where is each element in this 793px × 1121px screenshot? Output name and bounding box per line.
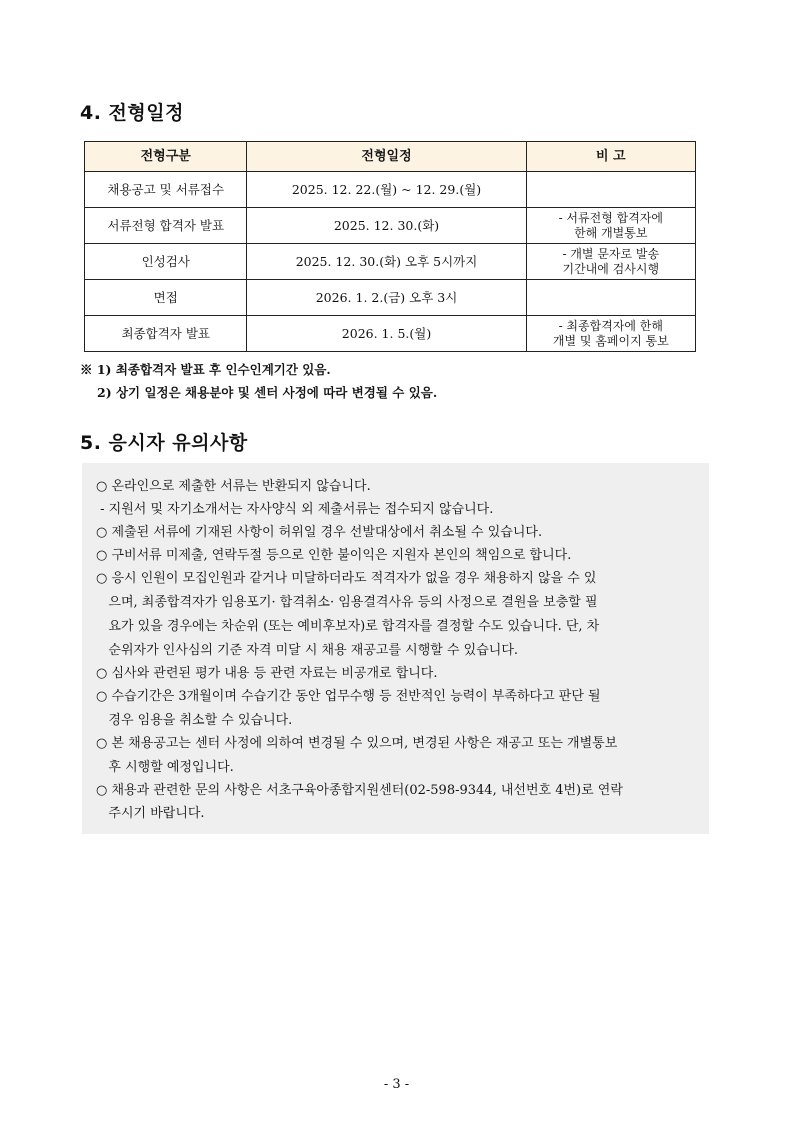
notice-line: ○ 구비서류 미제출, 연락두절 등으로 인한 불이익은 지원자 본인의 책임으로 합니다. — [96, 548, 572, 563]
table-row — [85, 280, 696, 316]
notice-line: ○ 수습기간은 3개월이며 수습기간 동안 업무수행 등 전반적인 능력이 부족하다고 판단 될 — [96, 689, 601, 704]
date-cell: 2026. 1. 5.(월) — [247, 316, 526, 352]
stage-cell: 채용공고 및 서류접수 — [85, 172, 247, 208]
footnote-2: 2) 상기 일정은 채용분야 및 센터 사정에 따라 변경될 수 있음. — [97, 385, 438, 400]
stage-cell: 인성검사 — [85, 244, 247, 280]
note-line-1: - 개별 문자로 발송 — [562, 246, 660, 261]
table-row — [85, 316, 696, 352]
note-cell — [526, 172, 695, 208]
note-cell — [526, 244, 695, 280]
note-cell — [526, 316, 695, 352]
note-cell — [526, 280, 695, 316]
date-cell: 2025. 12. 30.(화) 오후 5시까지 — [247, 244, 526, 280]
header-date: 전형일정 — [247, 142, 526, 172]
note-line-2: 한해 개별통보 — [574, 225, 648, 240]
notice-line: ○ 응시 인원이 모집인원과 같거나 미달하더라도 적격자가 없을 경우 채용하지 않을 수 있 — [96, 571, 597, 586]
notice-line: - 지원서 및 자기소개서는 자사양식 외 제출서류는 접수되지 않습니다. — [96, 502, 494, 517]
notice-line: ○ 온라인으로 제출한 서류는 반환되지 않습니다. — [96, 479, 371, 494]
date-cell: 2025. 12. 22.(월) ~ 12. 29.(월) — [247, 172, 526, 208]
table-row — [85, 208, 696, 244]
page-number: - 3 - — [383, 1077, 410, 1092]
notice-line: 순위자가 인사심의 기준 자격 미달 시 채용 재공고를 시행할 수 있습니다. — [96, 643, 519, 658]
stage-cell: 면접 — [85, 280, 247, 316]
stage-cell: 서류전형 합격자 발표 — [85, 208, 247, 244]
notice-line: 주시기 바랍니다. — [96, 806, 205, 821]
section-5-title: 5. 응시자 유의사항 — [80, 432, 248, 454]
notice-line: ○ 제출된 서류에 기재된 사항이 허위일 경우 선발대상에서 취소될 수 있습니다. — [96, 525, 543, 540]
notice-line: ○ 본 채용공고는 센터 사정에 의하여 변경될 수 있으며, 변경된 사항은 재공고 또는 개별통보 — [96, 736, 618, 751]
note-line-1: - 서류전형 합격자에 — [558, 210, 663, 225]
date-cell: 2025. 12. 30.(화) — [247, 208, 526, 244]
table-row — [85, 244, 696, 280]
table-row — [85, 172, 696, 208]
section-4-title: 4. 전형일정 — [80, 102, 184, 124]
header-note: 비 고 — [526, 142, 695, 172]
header-stage: 전형구분 — [85, 142, 247, 172]
schedule-table — [84, 141, 696, 352]
note-line-2: 개별 및 홈페이지 통보 — [552, 333, 669, 348]
note-line-2: 기간내에 검사시행 — [562, 261, 660, 276]
footnote-1: ※ 1) 최종합격자 발표 후 인수인계기간 있음. — [80, 362, 331, 377]
notice-line: 경우 임용을 취소할 수 있습니다. — [96, 713, 293, 728]
note-line-1: - 최종합격자에 한해 — [558, 318, 663, 333]
note-cell — [526, 208, 695, 244]
notice-line: 으며, 최종합격자가 임용포기· 합격취소· 임용결격사유 등의 사정으로 결원을 보충할 필 — [96, 595, 598, 610]
notice-line: ○ 채용과 관련한 문의 사항은 서초구육아종합지원센터(02-598-9344, 내선번호 4번)로 연락 — [96, 783, 623, 798]
stage-cell: 최종합격자 발표 — [85, 316, 247, 352]
notice-line: 요가 있을 경우에는 차순위 (또는 예비후보자)로 합격자를 결정할 수도 있습니다. 단, 차 — [96, 619, 600, 634]
date-cell: 2026. 1. 2.(금) 오후 3시 — [247, 280, 526, 316]
table-header-row — [85, 142, 696, 172]
notice-line: 후 시행할 예정입니다. — [96, 760, 234, 775]
notice-line: ○ 심사와 관련된 평가 내용 등 관련 자료는 비공개로 합니다. — [96, 666, 438, 681]
